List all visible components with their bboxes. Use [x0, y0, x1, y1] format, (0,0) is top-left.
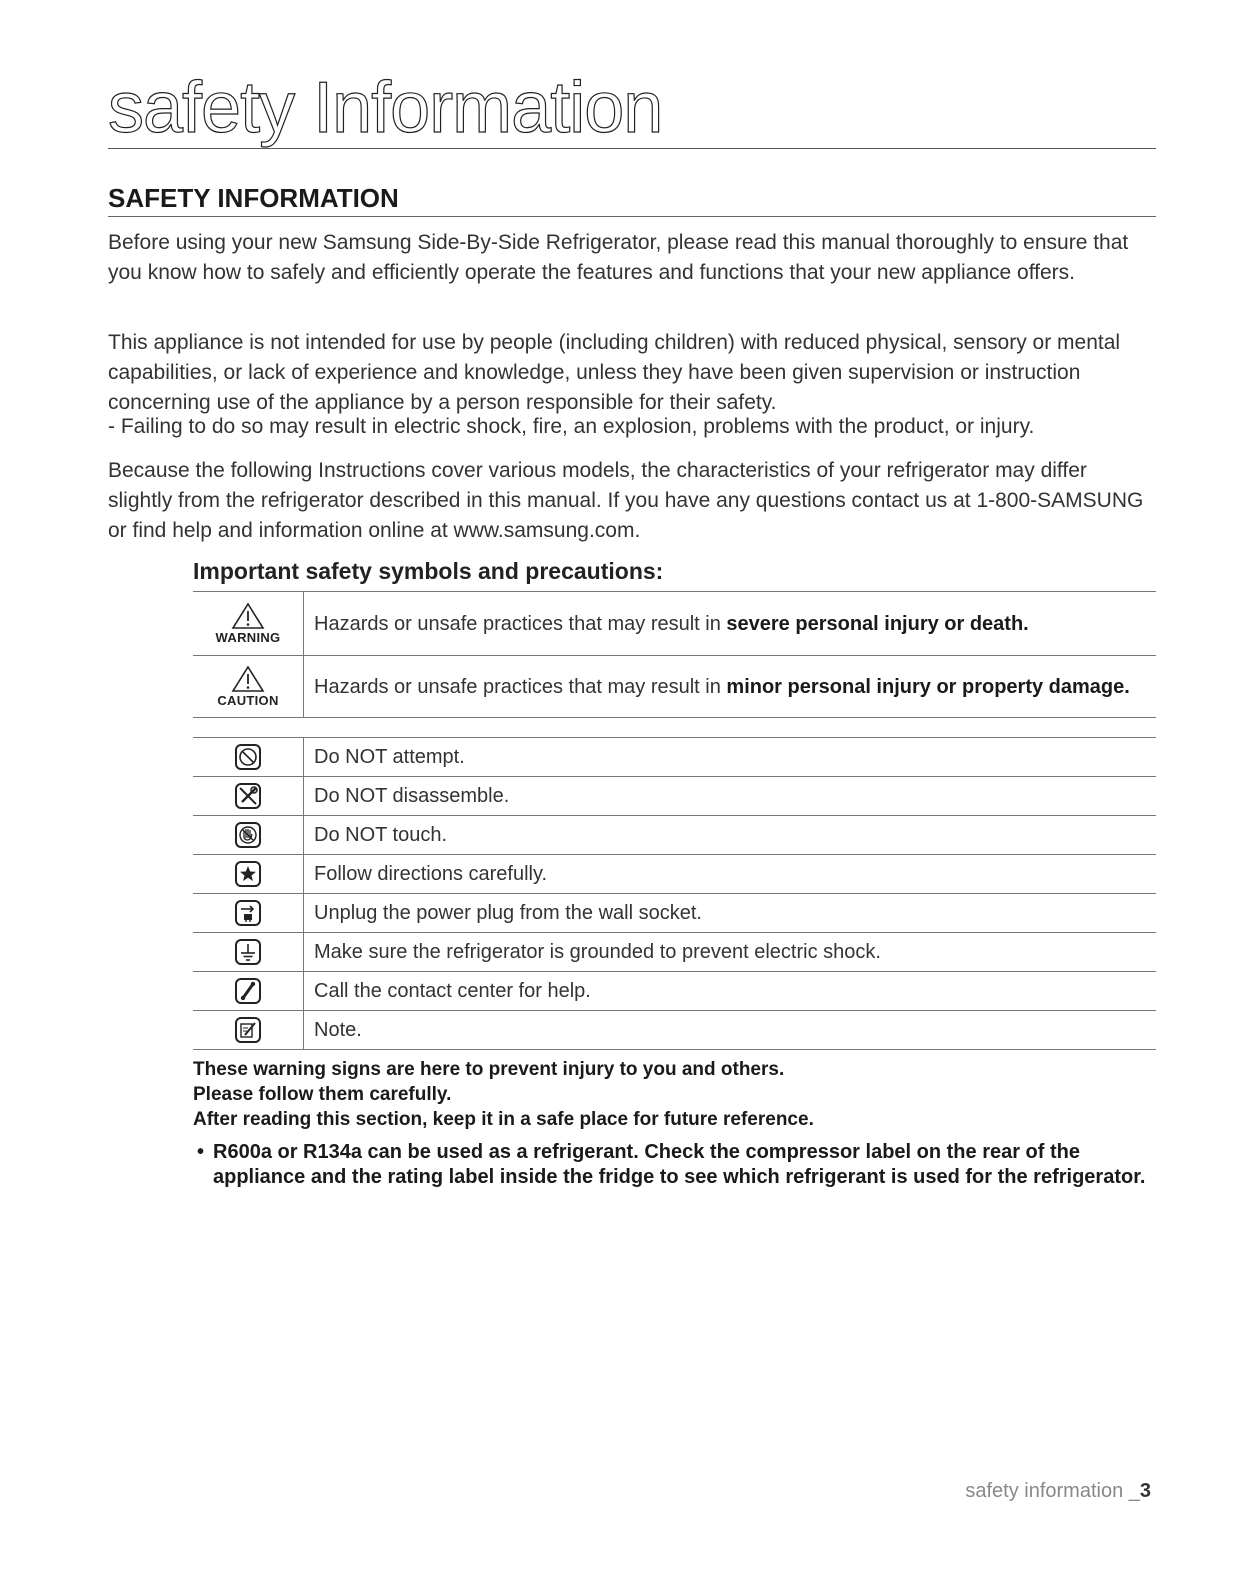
chapter-title: [108, 68, 1156, 149]
bullet-text: R600a or R134a can be used as a refrigerant. Check the compressor label on the rear of the appliance and the rating label inside the fridge to see which refrigerant is used for the refrigerator.: [213, 1141, 1146, 1188]
symbol-text: Do NOT touch.: [304, 816, 1157, 855]
do-not-touch-icon: [234, 821, 262, 849]
symbol-text: Do NOT disassemble.: [304, 777, 1157, 816]
warning-triangle-icon: [231, 602, 265, 630]
page-footer: [965, 1478, 1151, 1504]
hazard-bold-text: severe personal injury or death.: [726, 612, 1029, 635]
ground-icon: [234, 938, 262, 966]
symbol-text: Make sure the refrigerator is grounded to prevent electric shock.: [304, 933, 1157, 972]
hazard-symbol-cell: [193, 656, 304, 718]
notice-line: These warning signs are here to prevent injury to you and others.: [193, 1059, 785, 1080]
symbol-cell: [193, 738, 304, 777]
symbol-cell: [193, 855, 304, 894]
footer-label: safety information _: [965, 1480, 1140, 1502]
symbol-text: Call the contact center for help.: [304, 972, 1157, 1011]
symbol-cell: [193, 816, 304, 855]
chapter-title-text: safety Information: [108, 68, 663, 148]
hazard-row-warning: [193, 592, 1156, 656]
symbol-row: [193, 1011, 1156, 1050]
models-paragraph: Because the following Instructions cover various models, the characteristics of your refrigerator may differ slightly from the refrigerator described in this manual. If you have any questions contact us at 1-800-SAMSUNG or find help and information online at www.samsung.com.: [108, 459, 1144, 542]
unplug-icon: [234, 899, 262, 927]
hazard-text-cell: [304, 592, 1157, 656]
do-not-disassemble-icon: [234, 782, 262, 810]
symbol-cell: [193, 777, 304, 816]
caution-label: CAUTION: [217, 692, 279, 708]
warning-notice: [193, 1057, 814, 1132]
symbol-row: [193, 816, 1156, 855]
intro-paragraph: Before using your new Samsung Side-By-Side Refrigerator, please read this manual thoroughly to ensure that you know how to safely and efficiently operate the features and functions that your new appliance offers.: [108, 231, 1129, 284]
section-title-text: SAFETY INFORMATION: [108, 183, 399, 213]
caution-triangle-icon: [231, 665, 265, 693]
follow-directions-icon: [234, 860, 262, 888]
refrigerant-bullet: [197, 1140, 1157, 1190]
symbol-text: Follow directions carefully.: [304, 855, 1157, 894]
symbol-text: Do NOT attempt.: [304, 738, 1157, 777]
symbol-row: [193, 894, 1156, 933]
warning-label: WARNING: [215, 629, 281, 645]
notice-line: Please follow them carefully.: [193, 1084, 452, 1105]
symbol-cell: [193, 894, 304, 933]
bullet-mark: •: [197, 1141, 205, 1163]
symbol-cell: [193, 1011, 304, 1050]
do-not-attempt-icon: [234, 743, 262, 771]
failing-note: - Failing to do so may result in electric shock, fire, an explosion, problems with the product, or injury.: [108, 415, 1035, 438]
hazard-text-cell: [304, 656, 1157, 718]
symbol-cell: [193, 933, 304, 972]
symbols-heading: Important safety symbols and precautions:: [193, 558, 664, 584]
symbol-row: [193, 855, 1156, 894]
symbol-text: Unplug the power plug from the wall socket.: [304, 894, 1157, 933]
symbol-row: [193, 933, 1156, 972]
symbol-text: Note.: [304, 1011, 1157, 1050]
phone-icon: [234, 977, 262, 1005]
symbol-cell: [193, 972, 304, 1011]
symbols-table: [193, 737, 1156, 1050]
hazard-row-caution: [193, 656, 1156, 718]
hazard-text: Hazards or unsafe practices that may result in: [314, 612, 727, 635]
section-title: [108, 182, 1156, 217]
notice-line: After reading this section, keep it in a safe place for future reference.: [193, 1109, 814, 1130]
symbol-row: [193, 972, 1156, 1011]
hazard-bold-text: minor personal injury or property damage.: [726, 675, 1130, 698]
hazard-text: Hazards or unsafe practices that may result in: [314, 675, 727, 698]
hazard-symbol-cell: [193, 592, 304, 656]
symbol-row: [193, 777, 1156, 816]
note-icon: [234, 1016, 262, 1044]
page-number: 3: [1139, 1480, 1151, 1502]
hazard-table: [193, 591, 1156, 718]
capabilities-paragraph: This appliance is not intended for use by people (including children) with reduced physical, sensory or mental capabilities, or lack of experience and knowledge, unless they have been given supervision or instruction concerning use of the appliance by a person responsible for their safety.: [108, 331, 1121, 414]
symbol-row: [193, 738, 1156, 777]
